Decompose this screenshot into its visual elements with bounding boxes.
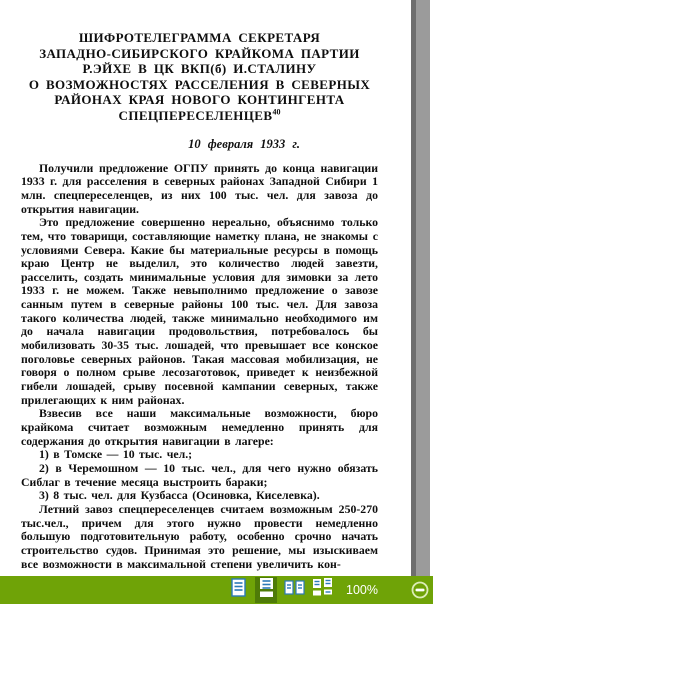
list-item: 3) 8 тыс. чел. для Кузбасса (Осиновка, Киселевка). [39,488,320,503]
title-line: ШИФРОТЕЛЕГРАММА СЕКРЕТАРЯ [78,30,321,45]
paragraph: Взвесив все наши максимальные возможности, бюро крайкома считает возможным немедленно принять для содержания до открытия навигации в лагере: [21,406,378,448]
footnote-marker: 40 [272,107,281,117]
document-title [21,30,378,124]
paragraph: Летний завоз спецпереселенцев считаем возможным 250-270 тыс.чел., причем для этого нужно провести немедленно большую подготовительную работу, особенно срочно начать строительство судов. Принимая это решение, мы изыскиваем все возможности в максимальной степени увеличить кон- [21,501,378,571]
continuous-view-icon [259,578,274,602]
continuous-facing-view-button[interactable] [311,577,333,603]
facing-pages-view-icon [284,579,305,601]
list-item: 2) в Черемошном — 10 тыс. чел., для чего нужно обязать Сиблаг в течение месяца выстроить бараки; [21,461,378,489]
list-item: 1) в Томске — 10 тыс. чел.; [39,447,193,462]
zoom-out-button[interactable] [411,581,429,599]
viewer-toolbar [0,576,433,604]
page-layout-buttons [227,576,333,604]
title-line: РАЙОНАХ КРАЯ НОВОГО КОНТИНГЕНТА [54,92,345,108]
vertical-scrollbar[interactable] [411,0,430,576]
facing-pages-view-button[interactable] [283,577,305,603]
single-page-view-icon [231,578,246,602]
title-line: Р.ЭЙХЕ В ЦК ВКП(б) И.СТАЛИНУ [82,61,317,77]
minus-icon [411,586,429,603]
document-date: 10 февраля 1933 г. [188,136,300,151]
single-page-view-button[interactable] [227,577,249,603]
title-line: ЗАПАДНО-СИБИРСКОГО КРАЙКОМА ПАРТИИ [39,45,360,61]
title-line: СПЕЦПЕРЕСЕЛЕНЦЕВ$^{40}$ [118,107,281,123]
paragraph: Получили предложение ОГПУ принять до конца навигации 1933 г. для расселения в северных районах Западной Сибири 1 млн. спецпереселенцев, из них 100 тыс. чел. для завоза до открытия навигации. [21,160,378,216]
continuous-view-button[interactable] [255,577,277,603]
zoom-level-indicator: 100% [346,583,378,597]
continuous-facing-view-icon [312,578,333,602]
title-line: О ВОЗМОЖНОСТЯХ РАССЕЛЕНИЯ В СЕВЕРНЫХ [28,76,371,92]
document-body [21,162,378,572]
paragraph: Это предложение совершенно нереально, объяснимо только тем, что товарищи, составляющие наметку плана, не знакомы с условиями Севера. Какие бы материальные ресурсы в помощь краю Центр не выделил, это количество людей завезти, расселить, создать минимальные условия для зимовки за лето 1933 г. не можем. Также невыполнимо предложение о завозе санным путем в северные районы 100 тыс. чел. Для завоза такого количества людей, также минимально необходимого им до начала навигации продовольствия, потребовалось бы мобилизовать 30-35 тыс. лошадей, что превышает все конское поголовье северных районов. Такая массовая мобилизация, не говоря о полном срыве лесозаготовок, приведет к неизбежной гибели лошадей, срыву посевной кампании северных, также прилегающих к ним районах. [21,215,378,407]
